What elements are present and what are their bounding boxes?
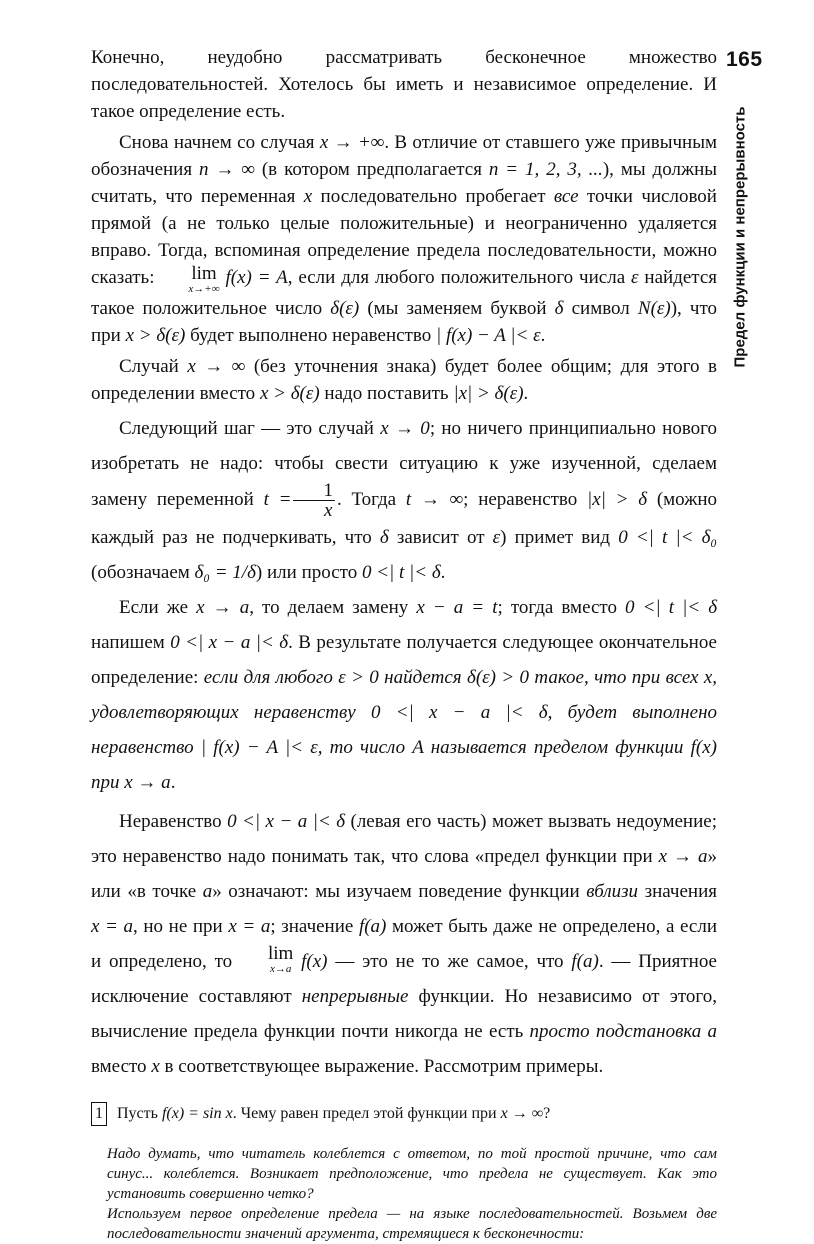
page-number: 165 (726, 48, 763, 71)
solution-paragraph: Надо думать, что читатель колеблется с ответом, по той простой причине, что сам синус... колеблется. Возникает предположение, что предела не существует. Как это установить совершенно четко? (107, 1146, 717, 1202)
limit-notation: lim x→a (267, 943, 294, 975)
paragraph-limit-at-a: Если же x → a, то делаем замену x − a = t; тогда вместо 0 <| t |< δ напишем 0 <| x − a |< δ. В результате получается следующее окончательное определение: если для любого ε > 0 найдется δ(ε) > 0 такое, что при всех x, удовлетворяющих неравенству 0 <| x − a |< δ, будет выполнено неравенство | f(x) − A |< ε, то число A называется пределом функции f(x) при x → a. (91, 597, 718, 793)
paragraph-limit-plus-infinity: Снова начнем со случая x → +∞. В отличие от ставшего уже привычным обозначения n → ∞ (в котором предполагается n = 1, 2, 3, ...), мы должны считать, что переменная x последовательно пробегает все точки числовой прямой (а не только целые положительные) и неограниченно удаляется вправо. Тогда, вспоминая определение предела последовательности, можно сказать: lim x→+∞ f(x) = A, если для любого положительного числа ε найдется такое положительное число δ(ε) (мы заменяем буквой δ символ N(ε)), что при x > δ(ε) будет выполнено неравенство | f(x) − A |< ε. (91, 132, 718, 346)
page-body (91, 44, 717, 1244)
paragraph-intro: Конечно, неудобно рассматривать бесконечное множество последовательностей. Хотелось бы иметь и независимое определение. И такое определение есть. (91, 47, 717, 122)
problem-number-box: 1 (91, 1102, 107, 1126)
running-header (726, 102, 754, 372)
paragraph-limit-zero: Следующий шаг — это случай x → 0; но ничего принципиально нового изобретать не надо: чтобы свести ситуацию к уже изученной, сделаем замену переменной t = $\frac{1}{x}$ . Тогда t → ∞; неравенство |x| > δ (можно каждый раз не подчеркивать, что δ зависит от ε) примет вид 0 <| t |< δ₀ (обозначаем δ₀ = 1/δ) или просто 0 <| t |< δ. (91, 418, 718, 583)
problem-text: Пусть f(x) = sin x. Чему равен предел этой функции при x → ∞? (117, 1105, 551, 1122)
limit-notation: lim x→+∞ (188, 263, 220, 295)
fraction-one-over-x: $\frac{1}{x}$ (293, 481, 335, 520)
running-header-text: Предел функции и непрерывность (731, 106, 749, 368)
problem-statement (91, 1102, 717, 1126)
paragraph-limit-infinity: Случай x → ∞ (без уточнения знака) будет более общим; для этого в определении вместо x > δ(ε) надо поставить |x| > δ(ε). (91, 356, 717, 404)
solution-paragraph: Используем первое определение предела — на языке последовательностей. Возьмем две последовательности значений аргумента, стремящиеся к бесконечности: (107, 1206, 717, 1242)
paragraph-inequality-remark: Неравенство 0 <| x − a |< δ (левая его часть) может вызвать недоумение; это неравенство надо понимать так, что слова «предел функции при x → a» или «в точке a» означают: мы изучаем поведение функции вблизи значения x = a, но не при x = a; значение f(a) может быть даже не определено, а если и определено, то lim x→a f(x) — это не то же самое, что f(a). — Приятное исключение составляют непрерывные функции. Но независимо от этого, вычисление предела функции почти никогда не есть просто подстановка a вместо x в соответствующее выражение. Рассмотрим примеры. (91, 811, 718, 1077)
